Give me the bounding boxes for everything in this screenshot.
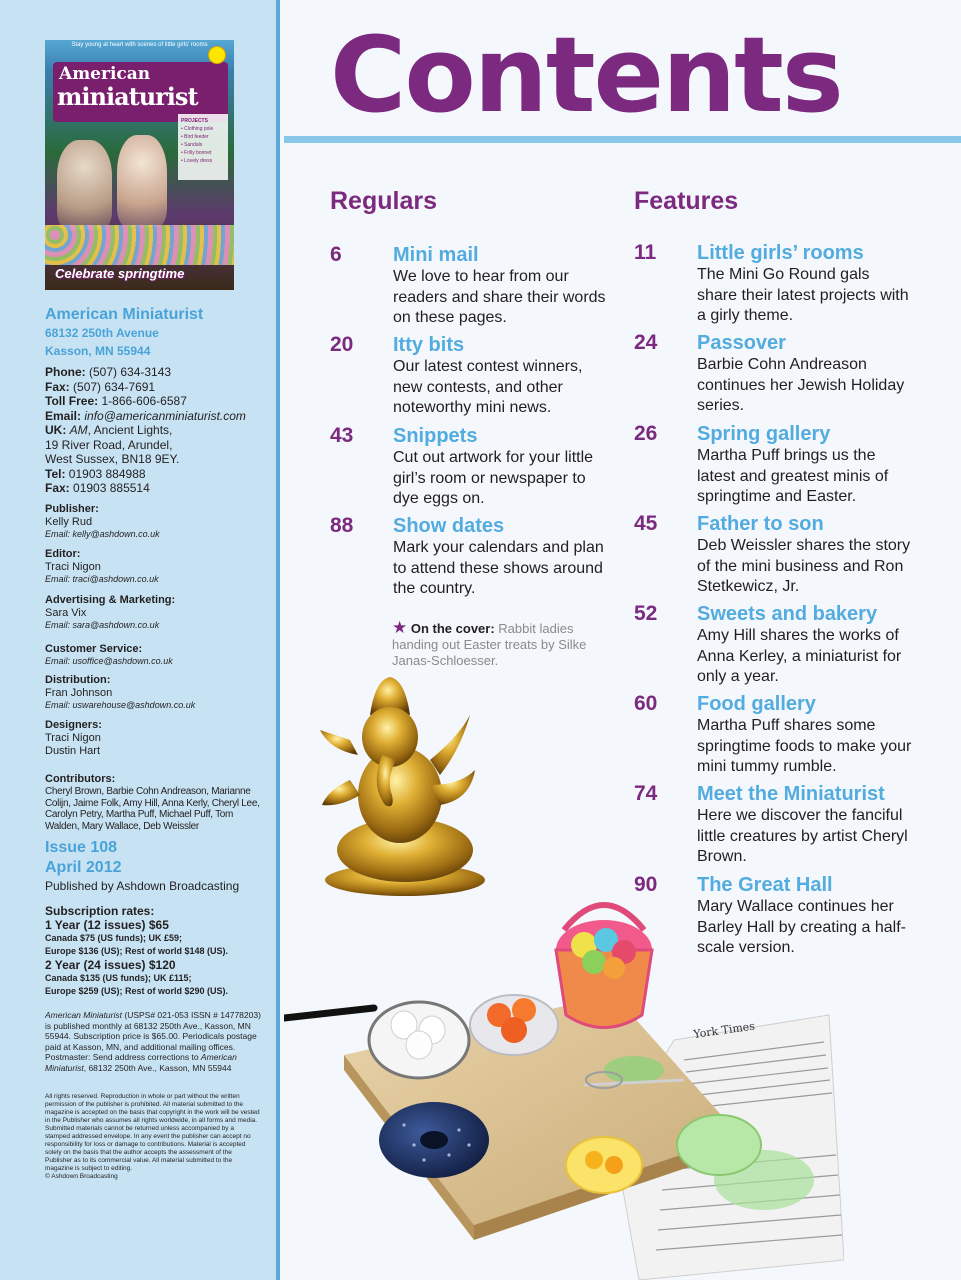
address-line: Kasson, MN 55944: [45, 344, 151, 358]
cover-project-item: • Clothing pole: [181, 126, 214, 132]
uk-address-line: West Sussex, BN18 9EY.: [45, 452, 180, 466]
regulars-heading: Regulars: [330, 187, 437, 215]
tollfree-label: Toll Free:: [45, 394, 99, 408]
staff-editor: [45, 548, 265, 585]
publication-name: American Miniaturist: [45, 306, 204, 323]
tel-label: Tel:: [45, 466, 66, 481]
staff-name: Traci Nigon: [45, 732, 101, 744]
fax-label: Fax:: [45, 379, 70, 394]
staff-name: Dustin Hart: [45, 745, 101, 757]
cover-note: [392, 620, 602, 669]
staff-email: Email: usoffice@ashdown.co.uk: [45, 656, 173, 666]
staff-advertising: [45, 594, 265, 631]
subscription-line: Canada $75 (US funds); UK £59;: [45, 933, 183, 943]
cover-tagline: Stay young at heart with scenes of little girls' rooms: [71, 42, 208, 48]
page-number: 45: [634, 512, 658, 535]
cover-brand-line2: miniaturist: [57, 82, 198, 111]
subscription-line: Europe $259 (US); Rest of world $290 (US).: [45, 986, 229, 996]
page-number: 26: [634, 422, 658, 445]
copyright-text: © Ashdown Broadcasting: [45, 1173, 118, 1180]
newspaper-headline: York Times: [692, 1019, 756, 1041]
tel-value: 01903 884988: [68, 466, 146, 481]
cover-projects-box: [178, 114, 228, 180]
entry-description: Martha Puff brings us the latest and greatest minis of springtime and Easter.: [697, 447, 889, 505]
entry-title: Sweets and bakery: [697, 603, 878, 625]
uk-address-line: 19 River Road, Arundel,: [45, 437, 173, 452]
sidebar: [0, 0, 280, 1280]
features-heading: Features: [634, 187, 739, 215]
masthead-block: [45, 306, 265, 360]
contact-block: [45, 365, 265, 496]
address-line: 68132 250th Avenue: [45, 326, 159, 340]
uk-fax-label: Fax:: [45, 481, 70, 495]
easter-food-photo: [284, 890, 844, 1280]
phone-label: Phone:: [45, 365, 86, 379]
entry-title: Spring gallery: [697, 423, 831, 445]
title-rule: [284, 136, 961, 143]
cover-celebrate-text: Celebrate springtime: [55, 266, 185, 281]
staff-name: Traci Nigon: [45, 561, 101, 573]
issue-date: April 2012: [45, 859, 122, 876]
fax-value: (507) 634-7691: [73, 379, 156, 394]
contributors-role: Contributors:: [45, 773, 116, 785]
usps-text: (USPS# 021-053 ISSN # 14778203) is published monthly at 68132 250th Ave., Kasson, MN 55944. Subscription price is $65.00. Periodicals postage paid at Kasson, MN, and additional mailing offices. Postmaster: Send address corrections to: [45, 1010, 261, 1062]
usps-statement: [45, 1010, 265, 1073]
staff-customer-service: [45, 643, 265, 667]
entry-description: Our latest contest winners, new contests, and other noteworthy mini news.: [393, 358, 583, 416]
uk-label: UK:: [45, 423, 67, 437]
star-icon: ★: [392, 618, 408, 637]
email-label: Email:: [45, 408, 82, 423]
staff-role: Designers:: [45, 719, 102, 731]
rabbit-figure: [117, 135, 167, 227]
cover-note-text: Rabbit ladies handing out Easter treats by Silke Janas-Schloesser.: [392, 621, 587, 668]
smiley-icon: [208, 46, 226, 64]
cover-eggs: [45, 225, 234, 265]
cover-projects-title: PROJECTS: [181, 118, 208, 124]
entry-description: Deb Weissler shares the story of the mini business and Ron Stetkewicz, Jr.: [697, 537, 911, 595]
phone-value: (507) 634-3143: [89, 365, 172, 379]
page-number: 6: [330, 243, 342, 266]
subscription-block: [45, 904, 265, 998]
page-number: 20: [330, 333, 354, 356]
staff-role: Customer Service:: [45, 643, 143, 655]
entry-title: Passover: [697, 332, 786, 354]
issue-publisher: Published by Ashdown Broadcasting: [45, 879, 240, 893]
usps-title: American Miniaturist: [45, 1052, 237, 1073]
issue-block: [45, 838, 265, 895]
entry-title: Itty bits: [393, 334, 465, 356]
rights-text: All rights reserved. Reproduction in whole or part without the written permission of the publisher is prohibited. All material submitted to the magazine is accepted on the basis that copyright in the work will be vested in the Publisher who assumes all rights worldwide, in all forms and media. Submitted materials cannot be returned unless accompanied by a stamped addressed envelope. In any event the publisher can accept no responsibility for loss or damage to contributions. Material is accepted solely on the basis that the author accepts the assessment of the Publisher as to its commercial value. All material submitted to the magazine is subject to editing.: [45, 1093, 260, 1172]
cover-note-label: On the cover:: [410, 621, 495, 636]
staff-email: Email: kelly@ashdown.co.uk: [45, 529, 160, 539]
entry-description: Mark your calendars and plan to attend these shows around the country.: [393, 539, 604, 597]
contributors-block: [45, 773, 265, 832]
staff-role: Advertising & Marketing:: [45, 594, 176, 606]
magazine-cover-image: [45, 40, 234, 290]
entry-title: Meet the Miniaturist: [697, 783, 885, 805]
page-number: 60: [634, 692, 658, 715]
staff-email: Email: uswarehouse@ashdown.co.uk: [45, 700, 196, 710]
subscription-line: Canada $135 (US funds); UK £115;: [45, 973, 192, 983]
staff-distribution: [45, 674, 265, 711]
entry-description: We love to hear from our readers and share their words on these pages.: [393, 268, 606, 326]
cover-project-item: • Bird feeder: [181, 134, 209, 140]
entry-description: Here we discover the fanciful little creatures by artist Cheryl Brown.: [697, 807, 908, 865]
page-number: 74: [634, 782, 658, 805]
staff-role: Editor:: [45, 548, 81, 560]
page-number: 52: [634, 602, 658, 625]
page-number: 90: [634, 873, 658, 896]
entry-description: Martha Puff shares some springtime foods to make your mini tummy rumble.: [697, 717, 912, 775]
contributors-names: Cheryl Brown, Barbie Cohn Andreason, Marianne Colijn, Jaime Folk, Amy Hill, Anna Kerly, Cheryl Lee, Carolyn Petry, Martha Puff, Michael Puff, Tom Walden, Mary Wallace, Deb Weissler: [45, 786, 260, 832]
staff-email: Email: traci@ashdown.co.uk: [45, 574, 159, 584]
entry-title: Little girls’ rooms: [697, 242, 864, 264]
staff-designers: [45, 719, 265, 758]
staff-role: Distribution:: [45, 674, 111, 686]
entry-title: Show dates: [393, 515, 505, 537]
rabbit-figure: [57, 140, 112, 230]
subscription-title: Subscription rates:: [45, 904, 155, 918]
uk-am: AM: [69, 423, 88, 437]
entry-title: Father to son: [697, 513, 824, 535]
uk-address: , Ancient Lights,: [87, 423, 173, 437]
staff-name: Fran Johnson: [45, 687, 113, 699]
page-number: 43: [330, 424, 354, 447]
cover-brand-line1: American: [59, 64, 151, 84]
entry-description: Amy Hill shares the works of Anna Kerley, a miniaturist for only a year.: [697, 627, 902, 685]
cover-project-item: • Sandals: [181, 142, 203, 148]
usps-title: American Miniaturist: [45, 1010, 122, 1020]
cover-project-item: • Frilly bonnet: [181, 150, 212, 156]
entry-description: Cut out artwork for your little girl’s room or newspaper to dye eggs on.: [393, 449, 594, 507]
page-title: Contents: [330, 14, 842, 136]
subscription-line: Europe $136 (US); Rest of world $148 (US).: [45, 946, 229, 956]
email-value: info@americanminiaturist.com: [84, 408, 246, 423]
subscription-one-year: 1 Year (12 issues) $65: [45, 918, 169, 932]
page-number: 24: [634, 331, 658, 354]
staff-name: Kelly Rud: [45, 516, 93, 528]
staff-email: Email: sara@ashdown.co.uk: [45, 620, 160, 630]
ganesha-figurine-image: [310, 675, 490, 900]
page-number: 11: [634, 241, 657, 264]
staff-name: Sara Vix: [45, 607, 87, 619]
cover-project-item: • Lovely dress: [181, 158, 213, 164]
entry-title: Snippets: [393, 425, 478, 447]
tollfree-value: 1-866-606-6587: [101, 394, 187, 408]
entry-description: Mary Wallace continues her Barley Hall by creating a half-scale version.: [697, 898, 906, 956]
issue-number: Issue 108: [45, 839, 118, 856]
uk-fax-value: 01903 885514: [73, 481, 150, 495]
page-number: 88: [330, 514, 354, 537]
entry-description: Barbie Cohn Andreason continues her Jewish Holiday series.: [697, 356, 905, 414]
entry-title: Food gallery: [697, 693, 816, 715]
subscription-two-year: 2 Year (24 issues) $120: [45, 958, 176, 972]
entry-description: The Mini Go Round gals share their latest projects with a girly theme.: [697, 266, 909, 324]
entry-title: Mini mail: [393, 244, 479, 266]
staff-publisher: [45, 503, 265, 540]
staff-role: Publisher:: [45, 503, 99, 515]
rights-statement: [45, 1093, 260, 1181]
entry-title: The Great Hall: [697, 874, 833, 896]
usps-text-end: , 68132 250th Ave., Kasson, MN 55944: [83, 1062, 232, 1073]
